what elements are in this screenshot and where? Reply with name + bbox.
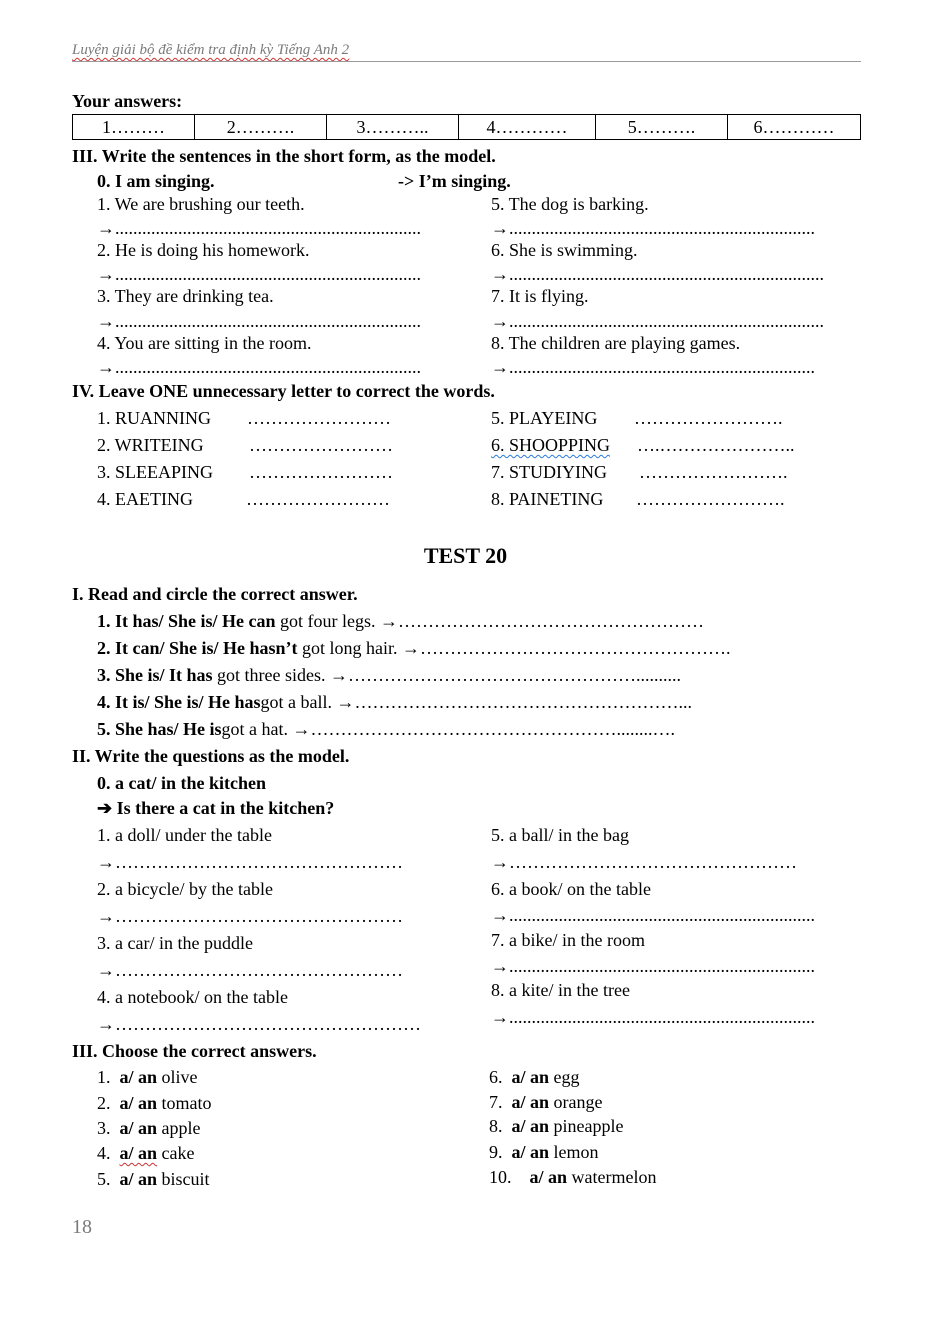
question-answer-line-6[interactable]: →.................................................................... <box>491 905 815 925</box>
circle-options-5[interactable]: 5. She has/ He is <box>97 719 222 739</box>
article-options[interactable]: a/ an <box>119 1118 158 1138</box>
arrow-right-icon: ➔ <box>97 798 113 818</box>
word-answer-line-2[interactable]: …………………… <box>249 435 393 455</box>
model-question: 0. I am singing. <box>97 171 215 191</box>
word-answer-line-3[interactable]: …………………… <box>249 462 393 482</box>
article-number: 2. <box>97 1093 111 1113</box>
short-form-question-1: 1. We are brushing our teeth. <box>97 194 305 214</box>
short-form-answer-line-2[interactable]: →.................................................................... <box>97 264 421 284</box>
article-options[interactable]: a/ an <box>511 1067 550 1087</box>
question-answer-line-4[interactable]: →…………………………………………… <box>97 1014 421 1034</box>
article-word: pineapple <box>553 1116 624 1136</box>
circle-rest-4: got a ball. →………………………………………………... <box>260 692 693 712</box>
article-number: 7. <box>489 1092 503 1112</box>
answer-cell-1[interactable]: 1……… <box>73 115 195 140</box>
word-item-8: 8. PAINETING <box>491 489 604 509</box>
short-form-question-5: 5. The dog is barking. <box>491 194 649 214</box>
word-item-5: 5. PLAYEING <box>491 408 598 428</box>
article-word: biscuit <box>161 1169 210 1189</box>
circle-rest-2: got long hair. →……………………………………………. <box>302 638 731 658</box>
model-answer: -> I’m singing. <box>398 171 511 191</box>
short-form-answer-line-8[interactable]: →.................................................................... <box>491 357 815 377</box>
word-answer-line-1[interactable]: …………………… <box>247 408 391 428</box>
question-prompt-3: 3. a car/ in the puddle <box>97 933 253 953</box>
article-number: 1. <box>97 1067 111 1087</box>
circle-item-2 <box>97 637 731 659</box>
article-number: 3. <box>97 1118 111 1138</box>
header-divider <box>72 61 861 62</box>
word-item-2: 2. WRITEING <box>97 435 204 455</box>
circle-item-5 <box>97 718 675 740</box>
section-heading-articles: III. Choose the correct answers. <box>72 1041 317 1061</box>
question-model-answer <box>97 797 334 819</box>
word-answer-line-6[interactable]: ….………………….. <box>637 435 795 455</box>
answer-cell-2[interactable]: 2………. <box>195 115 327 140</box>
article-word: orange <box>553 1092 603 1112</box>
section-heading-unnecessary-letter: IV. Leave ONE unnecessary letter to correct the words. <box>72 381 495 401</box>
circle-rest-5: got a hat. →……………………………………………........…. <box>221 719 676 739</box>
answer-cell-3[interactable]: 3……….. <box>327 115 459 140</box>
short-form-question-3: 3. They are drinking tea. <box>97 286 274 306</box>
answer-cell-4[interactable]: 4………… <box>459 115 596 140</box>
article-number: 8. <box>489 1116 503 1136</box>
article-word: cake <box>161 1143 195 1163</box>
circle-item-1 <box>97 610 704 632</box>
circle-rest-1: got four legs. →…………………………………………… <box>280 611 705 631</box>
section-heading-short-form: III. Write the sentences in the short form, as the model. <box>72 146 496 166</box>
article-item-3 <box>97 1117 201 1139</box>
article-item-8 <box>489 1115 624 1137</box>
circle-options-1[interactable]: 1. It has/ She is/ He can <box>97 611 281 631</box>
short-form-answer-line-3[interactable]: →.................................................................... <box>97 311 421 331</box>
word-item-4: 4. EAETING <box>97 489 193 509</box>
short-form-question-2: 2. He is doing his homework. <box>97 240 310 260</box>
short-form-answer-line-1[interactable]: →.................................................................... <box>97 218 421 238</box>
article-number: 4. <box>97 1143 111 1163</box>
short-form-answer-line-7[interactable]: →...................................................................... <box>491 311 824 331</box>
answers-label: Your answers: <box>72 91 183 111</box>
question-prompt-8: 8. a kite/ in the tree <box>491 980 630 1000</box>
article-number: 6. <box>489 1067 503 1087</box>
article-item-7 <box>489 1091 603 1113</box>
question-answer-line-1[interactable]: →………………………………………… <box>97 852 403 872</box>
article-number: 10. <box>489 1167 512 1187</box>
question-prompt-4: 4. a notebook/ on the table <box>97 987 288 1007</box>
article-options[interactable]: a/ an <box>529 1167 568 1187</box>
short-form-question-8: 8. The children are playing games. <box>491 333 741 353</box>
question-prompt-6: 6. a book/ on the table <box>491 879 651 899</box>
word-answer-line-7[interactable]: ……………………. <box>639 462 788 482</box>
article-word: tomato <box>161 1093 212 1113</box>
short-form-answer-line-4[interactable]: →.................................................................... <box>97 357 421 377</box>
article-item-2 <box>97 1092 212 1114</box>
article-word: lemon <box>553 1142 599 1162</box>
section-heading-questions: II. Write the questions as the model. <box>72 746 350 766</box>
article-word: apple <box>161 1118 201 1138</box>
question-answer-line-2[interactable]: →………………………………………… <box>97 906 403 926</box>
question-model: 0. a cat/ in the kitchen <box>97 773 266 793</box>
article-item-10 <box>489 1166 656 1188</box>
answer-cell-6[interactable]: 6………… <box>728 115 861 140</box>
circle-options-4[interactable]: 4. It is/ She is/ He has <box>97 692 261 712</box>
test-title: TEST 20 <box>423 543 508 568</box>
answer-cell-5[interactable]: 5………. <box>596 115 728 140</box>
running-header: Luyện giải bộ đề kiểm tra định kỳ Tiếng Anh 2 <box>72 42 350 58</box>
circle-options-3[interactable]: 3. She is/ It has <box>97 665 218 685</box>
question-answer-line-5[interactable]: →………………………………………… <box>491 852 797 872</box>
short-form-question-7: 7. It is flying. <box>491 286 589 306</box>
word-answer-line-8[interactable]: ……………………. <box>636 489 785 509</box>
question-answer-line-8[interactable]: →.................................................................... <box>491 1007 815 1027</box>
word-item-3: 3. SLEEAPING <box>97 462 213 482</box>
question-prompt-7: 7. a bike/ in the room <box>491 930 645 950</box>
article-number: 9. <box>489 1142 503 1162</box>
article-item-6 <box>489 1066 580 1088</box>
question-model-answer-text: Is there a cat in the kitchen? <box>116 798 335 818</box>
article-item-9 <box>489 1141 599 1163</box>
article-number: 5. <box>97 1169 111 1189</box>
circle-item-3 <box>97 664 681 686</box>
word-answer-line-5[interactable]: ……………………. <box>634 408 783 428</box>
word-item-7: 7. STUDIYING <box>491 462 607 482</box>
article-word: egg <box>553 1067 580 1087</box>
article-item-4 <box>97 1142 194 1164</box>
question-prompt-2: 2. a bicycle/ by the table <box>97 879 273 899</box>
article-word: olive <box>161 1067 198 1087</box>
question-prompt-5: 5. a ball/ in the bag <box>491 825 629 845</box>
word-answer-line-4[interactable]: …………………… <box>246 489 390 509</box>
word-item-1: 1. RUANNING <box>97 408 211 428</box>
article-options[interactable]: a/ an <box>119 1093 158 1113</box>
section-heading-circle: I. Read and circle the correct answer. <box>72 584 358 604</box>
word-item-6: 6. SHOOPPING <box>491 435 611 455</box>
article-word: watermelon <box>571 1167 657 1187</box>
circle-item-4 <box>97 691 692 713</box>
circle-rest-3: got three sides. →………………………………………….......... <box>217 665 682 685</box>
short-form-question-4: 4. You are sitting in the room. <box>97 333 312 353</box>
article-options[interactable]: a/ an <box>119 1143 158 1163</box>
circle-options-2[interactable]: 2. It can/ She is/ He hasn’t <box>97 638 303 658</box>
article-options[interactable]: a/ an <box>511 1092 550 1112</box>
article-options[interactable]: a/ an <box>119 1169 158 1189</box>
answers-table <box>72 114 861 140</box>
article-options[interactable]: a/ an <box>119 1067 158 1087</box>
short-form-answer-line-5[interactable]: →.................................................................... <box>491 218 815 238</box>
article-item-5 <box>97 1168 210 1190</box>
page-number: 18 <box>72 1216 92 1238</box>
question-answer-line-7[interactable]: →.................................................................... <box>491 956 815 976</box>
question-answer-line-3[interactable]: →………………………………………… <box>97 960 403 980</box>
article-options[interactable]: a/ an <box>511 1116 550 1136</box>
article-options[interactable]: a/ an <box>511 1142 550 1162</box>
short-form-answer-line-6[interactable]: →...................................................................... <box>491 264 824 284</box>
short-form-question-6: 6. She is swimming. <box>491 240 638 260</box>
article-item-1 <box>97 1066 198 1088</box>
question-prompt-1: 1. a doll/ under the table <box>97 825 272 845</box>
